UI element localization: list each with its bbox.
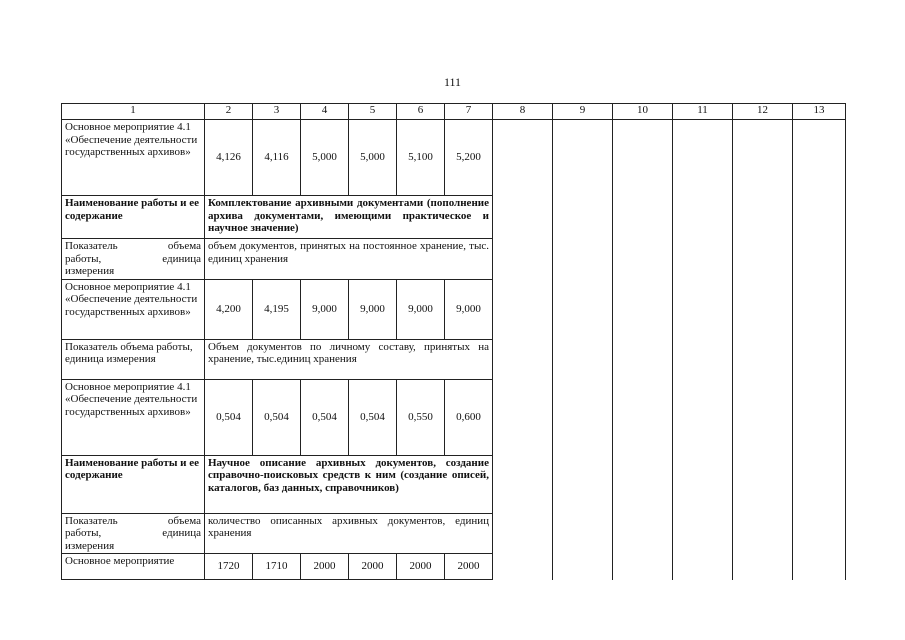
empty-cell: [793, 379, 846, 455]
row-label: Основное мероприятие 4.1 «Обеспечение деятельности государственных архивов»: [62, 379, 205, 455]
label-word: единица: [162, 252, 201, 265]
row-label: Основное мероприятие 4.1 «Обеспечение деятельности государственных архивов»: [62, 120, 205, 196]
value-cell: 5,100: [397, 120, 445, 196]
table-row: [62, 339, 846, 379]
empty-cell: [793, 279, 846, 339]
header-cell: 1: [62, 104, 205, 120]
empty-cell: [733, 554, 793, 580]
header-cell: 2: [205, 104, 253, 120]
header-cell: 7: [445, 104, 493, 120]
value-cell: 2000: [445, 554, 493, 580]
label-line: [65, 265, 201, 278]
value-cell: 1710: [253, 554, 301, 580]
header-cell: 13: [793, 104, 846, 120]
empty-cell: [553, 379, 613, 455]
header-cell: 5: [349, 104, 397, 120]
empty-cell: [793, 239, 846, 280]
label-line: [65, 253, 201, 266]
label-word: объема: [167, 240, 201, 252]
label-line: [65, 540, 201, 553]
label-word: работы,: [65, 252, 102, 265]
empty-cell: [793, 513, 846, 554]
empty-cell: [673, 196, 733, 239]
empty-cell: [613, 554, 673, 580]
empty-cell: [793, 120, 846, 196]
empty-cell: [673, 120, 733, 196]
value-cell: 2000: [301, 554, 349, 580]
table-row: [62, 513, 846, 554]
empty-cell: [733, 196, 793, 239]
empty-cell: [613, 513, 673, 554]
table-row: [62, 379, 846, 455]
value-cell: 0,504: [205, 379, 253, 455]
empty-cell: [553, 279, 613, 339]
value-cell: 5,000: [301, 120, 349, 196]
table-body: [62, 104, 846, 580]
empty-cell: [733, 339, 793, 379]
indicator-description: Объем документов по личному составу, принятых на хранение, тыс.единиц хранения: [205, 339, 493, 379]
header-cell: 11: [673, 104, 733, 120]
header-row: [62, 104, 846, 120]
value-cell: 0,504: [301, 379, 349, 455]
value-cell: 9,000: [445, 279, 493, 339]
header-cell: 3: [253, 104, 301, 120]
empty-cell: [553, 513, 613, 554]
value-cell: 2000: [397, 554, 445, 580]
empty-cell: [733, 379, 793, 455]
value-cell: 0,504: [349, 379, 397, 455]
empty-cell: [613, 379, 673, 455]
empty-cell: [673, 379, 733, 455]
empty-cell: [553, 455, 613, 513]
value-cell: 9,000: [397, 279, 445, 339]
row-label: Основное мероприятие: [62, 554, 205, 580]
empty-cell: [553, 339, 613, 379]
empty-cell: [673, 513, 733, 554]
header-cell: 10: [613, 104, 673, 120]
empty-cell: [793, 196, 846, 239]
row-label: Наименование работы и ее содержание: [62, 196, 205, 239]
table-row: [62, 120, 846, 196]
empty-cell: [613, 120, 673, 196]
row-label: Наименование работы и ее содержание: [62, 455, 205, 513]
empty-cell: [553, 196, 613, 239]
empty-cell: [673, 455, 733, 513]
value-cell: 0,550: [397, 379, 445, 455]
label-word: измерения: [65, 539, 115, 552]
row-label: [62, 239, 205, 280]
empty-cell: [553, 120, 613, 196]
label-word: измерения: [65, 265, 115, 277]
value-cell: 4,195: [253, 279, 301, 339]
empty-cell: [553, 554, 613, 580]
label-word: единица: [162, 527, 201, 539]
empty-cell: [733, 120, 793, 196]
table-row: [62, 279, 846, 339]
label-line: [65, 240, 201, 253]
table-row: [62, 239, 846, 280]
empty-cell: [493, 455, 553, 513]
empty-cell: [673, 554, 733, 580]
value-cell: 0,504: [253, 379, 301, 455]
value-cell: 0,600: [445, 379, 493, 455]
empty-cell: [493, 339, 553, 379]
table-row: [62, 554, 846, 580]
value-cell: 4,126: [205, 120, 253, 196]
label-word: Показатель: [65, 514, 118, 527]
row-label: Основное мероприятие 4.1 «Обеспечение деятельности государственных архивов»: [62, 279, 205, 339]
value-cell: 5,000: [349, 120, 397, 196]
value-cell: 1720: [205, 554, 253, 580]
table-row: [62, 196, 846, 239]
empty-cell: [793, 455, 846, 513]
label-line: [65, 515, 201, 528]
empty-cell: [613, 279, 673, 339]
empty-cell: [673, 239, 733, 280]
empty-cell: [733, 513, 793, 554]
value-cell: 4,116: [253, 120, 301, 196]
report-table: [61, 103, 846, 580]
empty-cell: [793, 554, 846, 580]
empty-cell: [613, 339, 673, 379]
value-cell: 5,200: [445, 120, 493, 196]
header-cell: 8: [493, 104, 553, 120]
indicator-description: количество описанных архивных документов, единиц хранения: [205, 513, 493, 554]
page-number: 111: [443, 75, 462, 89]
empty-cell: [673, 339, 733, 379]
empty-cell: [733, 279, 793, 339]
label-word: объема: [167, 514, 201, 527]
empty-cell: [613, 239, 673, 280]
value-cell: 4,200: [205, 279, 253, 339]
empty-cell: [493, 120, 553, 196]
row-label: Показатель объема работы, единица измерения: [62, 339, 205, 379]
indicator-description: объем документов, принятых на постоянное хранение, тыс. единиц хранения: [205, 239, 493, 280]
empty-cell: [793, 339, 846, 379]
empty-cell: [733, 455, 793, 513]
empty-cell: [493, 379, 553, 455]
empty-cell: [673, 279, 733, 339]
value-cell: 9,000: [301, 279, 349, 339]
empty-cell: [493, 196, 553, 239]
row-label: [62, 513, 205, 554]
label-line: [65, 527, 201, 540]
empty-cell: [613, 455, 673, 513]
table-row: [62, 455, 846, 513]
label-word: Показатель: [65, 240, 118, 252]
empty-cell: [613, 196, 673, 239]
empty-cell: [733, 239, 793, 280]
empty-cell: [493, 513, 553, 554]
empty-cell: [553, 239, 613, 280]
header-cell: 6: [397, 104, 445, 120]
label-word: работы,: [65, 527, 102, 539]
header-cell: 9: [553, 104, 613, 120]
empty-cell: [493, 279, 553, 339]
empty-cell: [493, 554, 553, 580]
work-description: Научное описание архивных документов, создание справочно-поисковых средств к ним (создание описей, каталогов, баз данных, справочников): [205, 455, 493, 513]
value-cell: 9,000: [349, 279, 397, 339]
empty-cell: [493, 239, 553, 280]
header-cell: 4: [301, 104, 349, 120]
value-cell: 2000: [349, 554, 397, 580]
work-description: Комплектование архивными документами (пополнение архива документами, имеющими практическое и научное значение): [205, 196, 493, 239]
header-cell: 12: [733, 104, 793, 120]
